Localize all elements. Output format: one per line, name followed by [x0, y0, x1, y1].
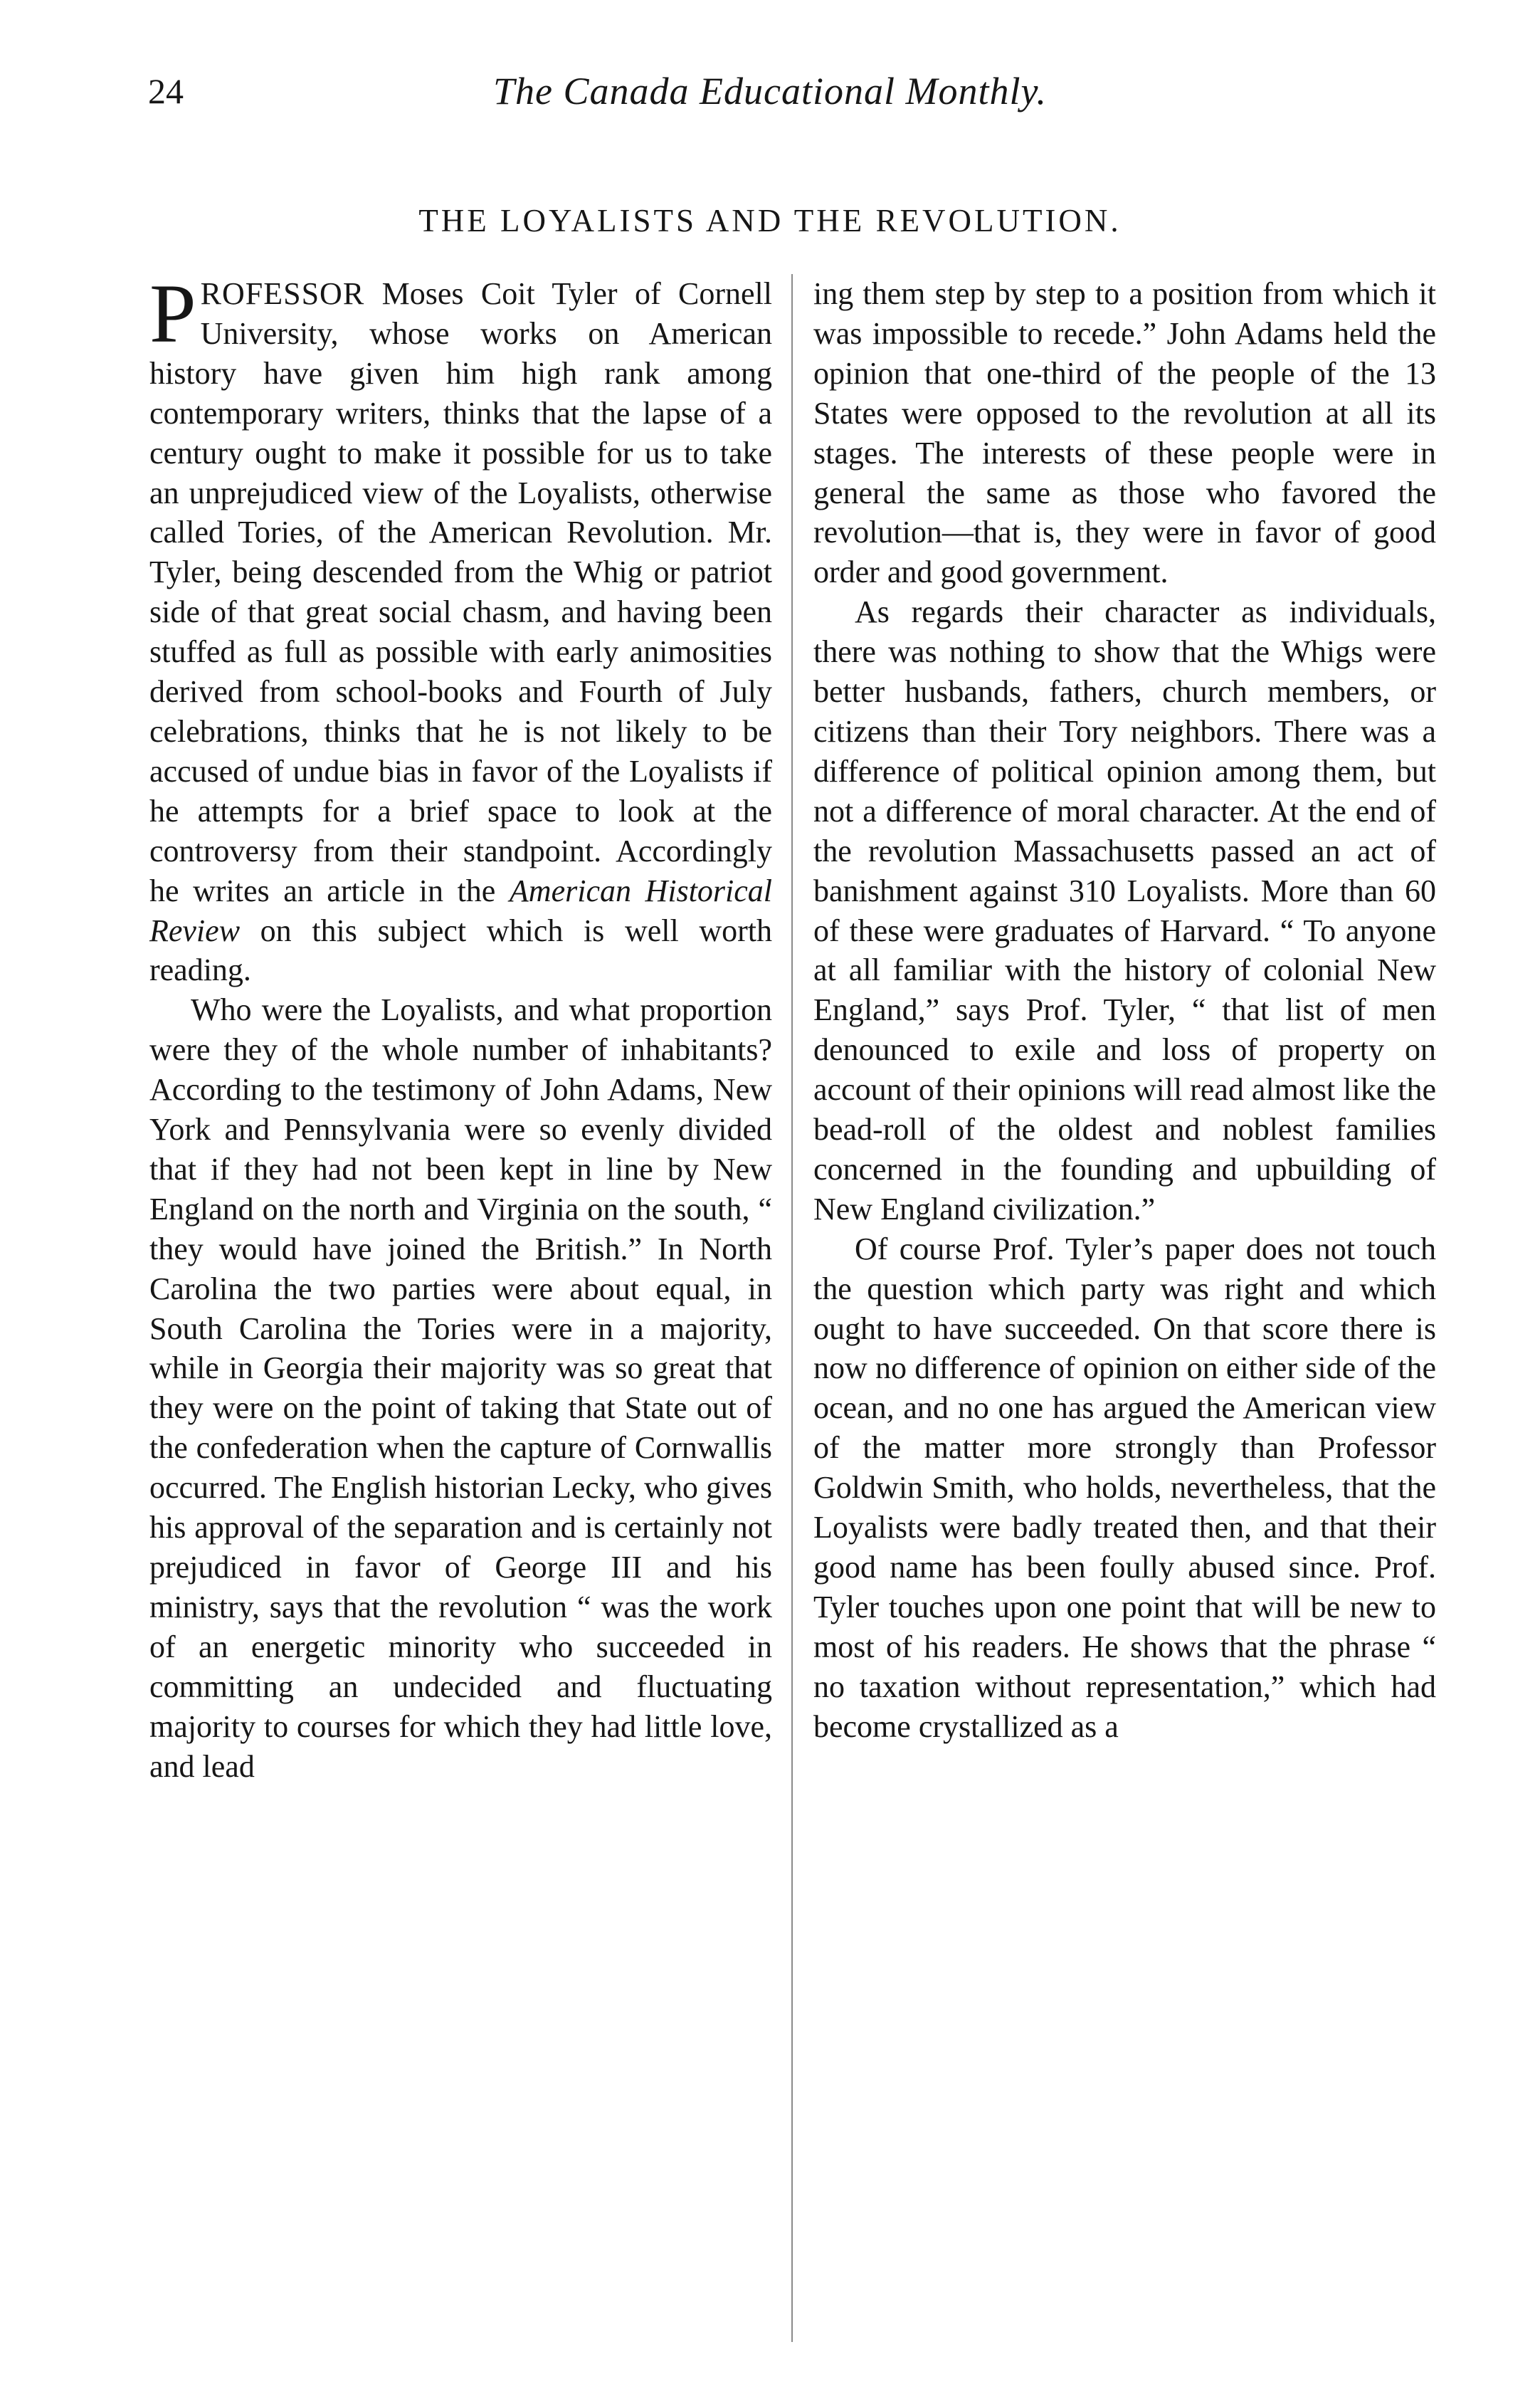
paragraph-3: As regards their character as individuals, there was nothing to show that the Whigs were better husbands, fathers, church members, or citizens than their Tory neighbors. There was a difference of political opinion among them, but not a difference of moral character. At the end of the revolution Massachusetts passed an act of banishment against 310 Loyalists. More than 60 of these were graduates of Harvard. “ To anyone at all familiar with the history of colonial New England,” says Prof. Tyler, “ that list of men denounced to exile and loss of property on account of their opinions will read almost like the bead-roll of the oldest and noblest families concerned in the founding and upbuilding of New England civilization.”	[813, 594, 1436, 1227]
running-head	[0, 63, 1540, 120]
lead-word: ROFESSOR	[200, 276, 365, 311]
drop-cap: P	[149, 267, 196, 360]
article-title: THE LOYALISTS AND THE REVOLUTION.	[418, 203, 1122, 238]
paragraph-2: Who were the Loyalists, and what proportion were they of the whole number of inhabitants? According to the testimony of John Adams, New York and Pennsylvania were so evenly divided that if they had not been kept in line by New England on the north and Virginia on the south, “ they would have joined the British.” In North Carolina the two parties were about equal, in South Carolina the Tories were in a majority, while in Georgia their majority was so great that they were on the point of taking that State out of the confederation when the capture of Cornwallis occurred. The English historian Lecky, who gives his approval of the separation and is certainly not prejudiced in favor of George III and his ministry, says that the revolution “ was the work of an energetic minority who succeeded in committing an undecided and fluctuating majority to courses for which they had little love, and lead	[149, 992, 772, 1784]
paragraph-1-text-a: Moses Coit Tyler of Cornell University, whose works on American history have given him high rank among contemporary writers, thinks that the lapse of a century ought to make it possible for us to take an unprejudiced view of the Loyalists, otherwise called Tories, of the American Revolution. Mr. Tyler, being descended from the Whig or patriot side of that great social chasm, and having been stuffed as full as possible with early animosities derived from school-books and Fourth of July celebrations, thinks that he is not likely to be accused of undue bias in favor of the Loyalists if he attempts for a brief space to look at the controversy from their standpoint. Accordingly he writes an article in the	[149, 276, 772, 908]
paragraph-1-text-b: on this subject which is well worth reading.	[149, 913, 772, 988]
left-column	[149, 267, 773, 1786]
paragraph-continued: ing them step by step to a position from which it was impossible to recede.” John Adams held the opinion that one-third of the people of the 13 States were opposed to the revolution at all its stages. The interests of these people were in general the same as those who favored the revolution—that is, they were in favor of good order and good government.	[813, 276, 1436, 590]
journal-title: The Canada Educational Monthly.	[493, 70, 1047, 112]
paragraph-4: Of course Prof. Tyler’s paper does not touch the question which party was right and which ought to have succeeded. On that score there is now no difference of opinion on either side of the ocean, and no one has argued the American view of the matter more strongly than Professor Goldwin Smith, who holds, nevertheless, that the Loyalists were badly treated then, and that their good name has been foully abused since. Prof. Tyler touches upon one point that will be new to most of his readers. He shows that the phrase “ no taxation without representation,” which had become crystallized as a	[813, 1231, 1436, 1744]
right-column	[813, 274, 1436, 1747]
paragraph-1	[149, 267, 773, 990]
column-divider	[791, 274, 793, 2342]
journal-reference: American Historical Review	[149, 873, 773, 948]
page-number: 24	[148, 71, 184, 111]
